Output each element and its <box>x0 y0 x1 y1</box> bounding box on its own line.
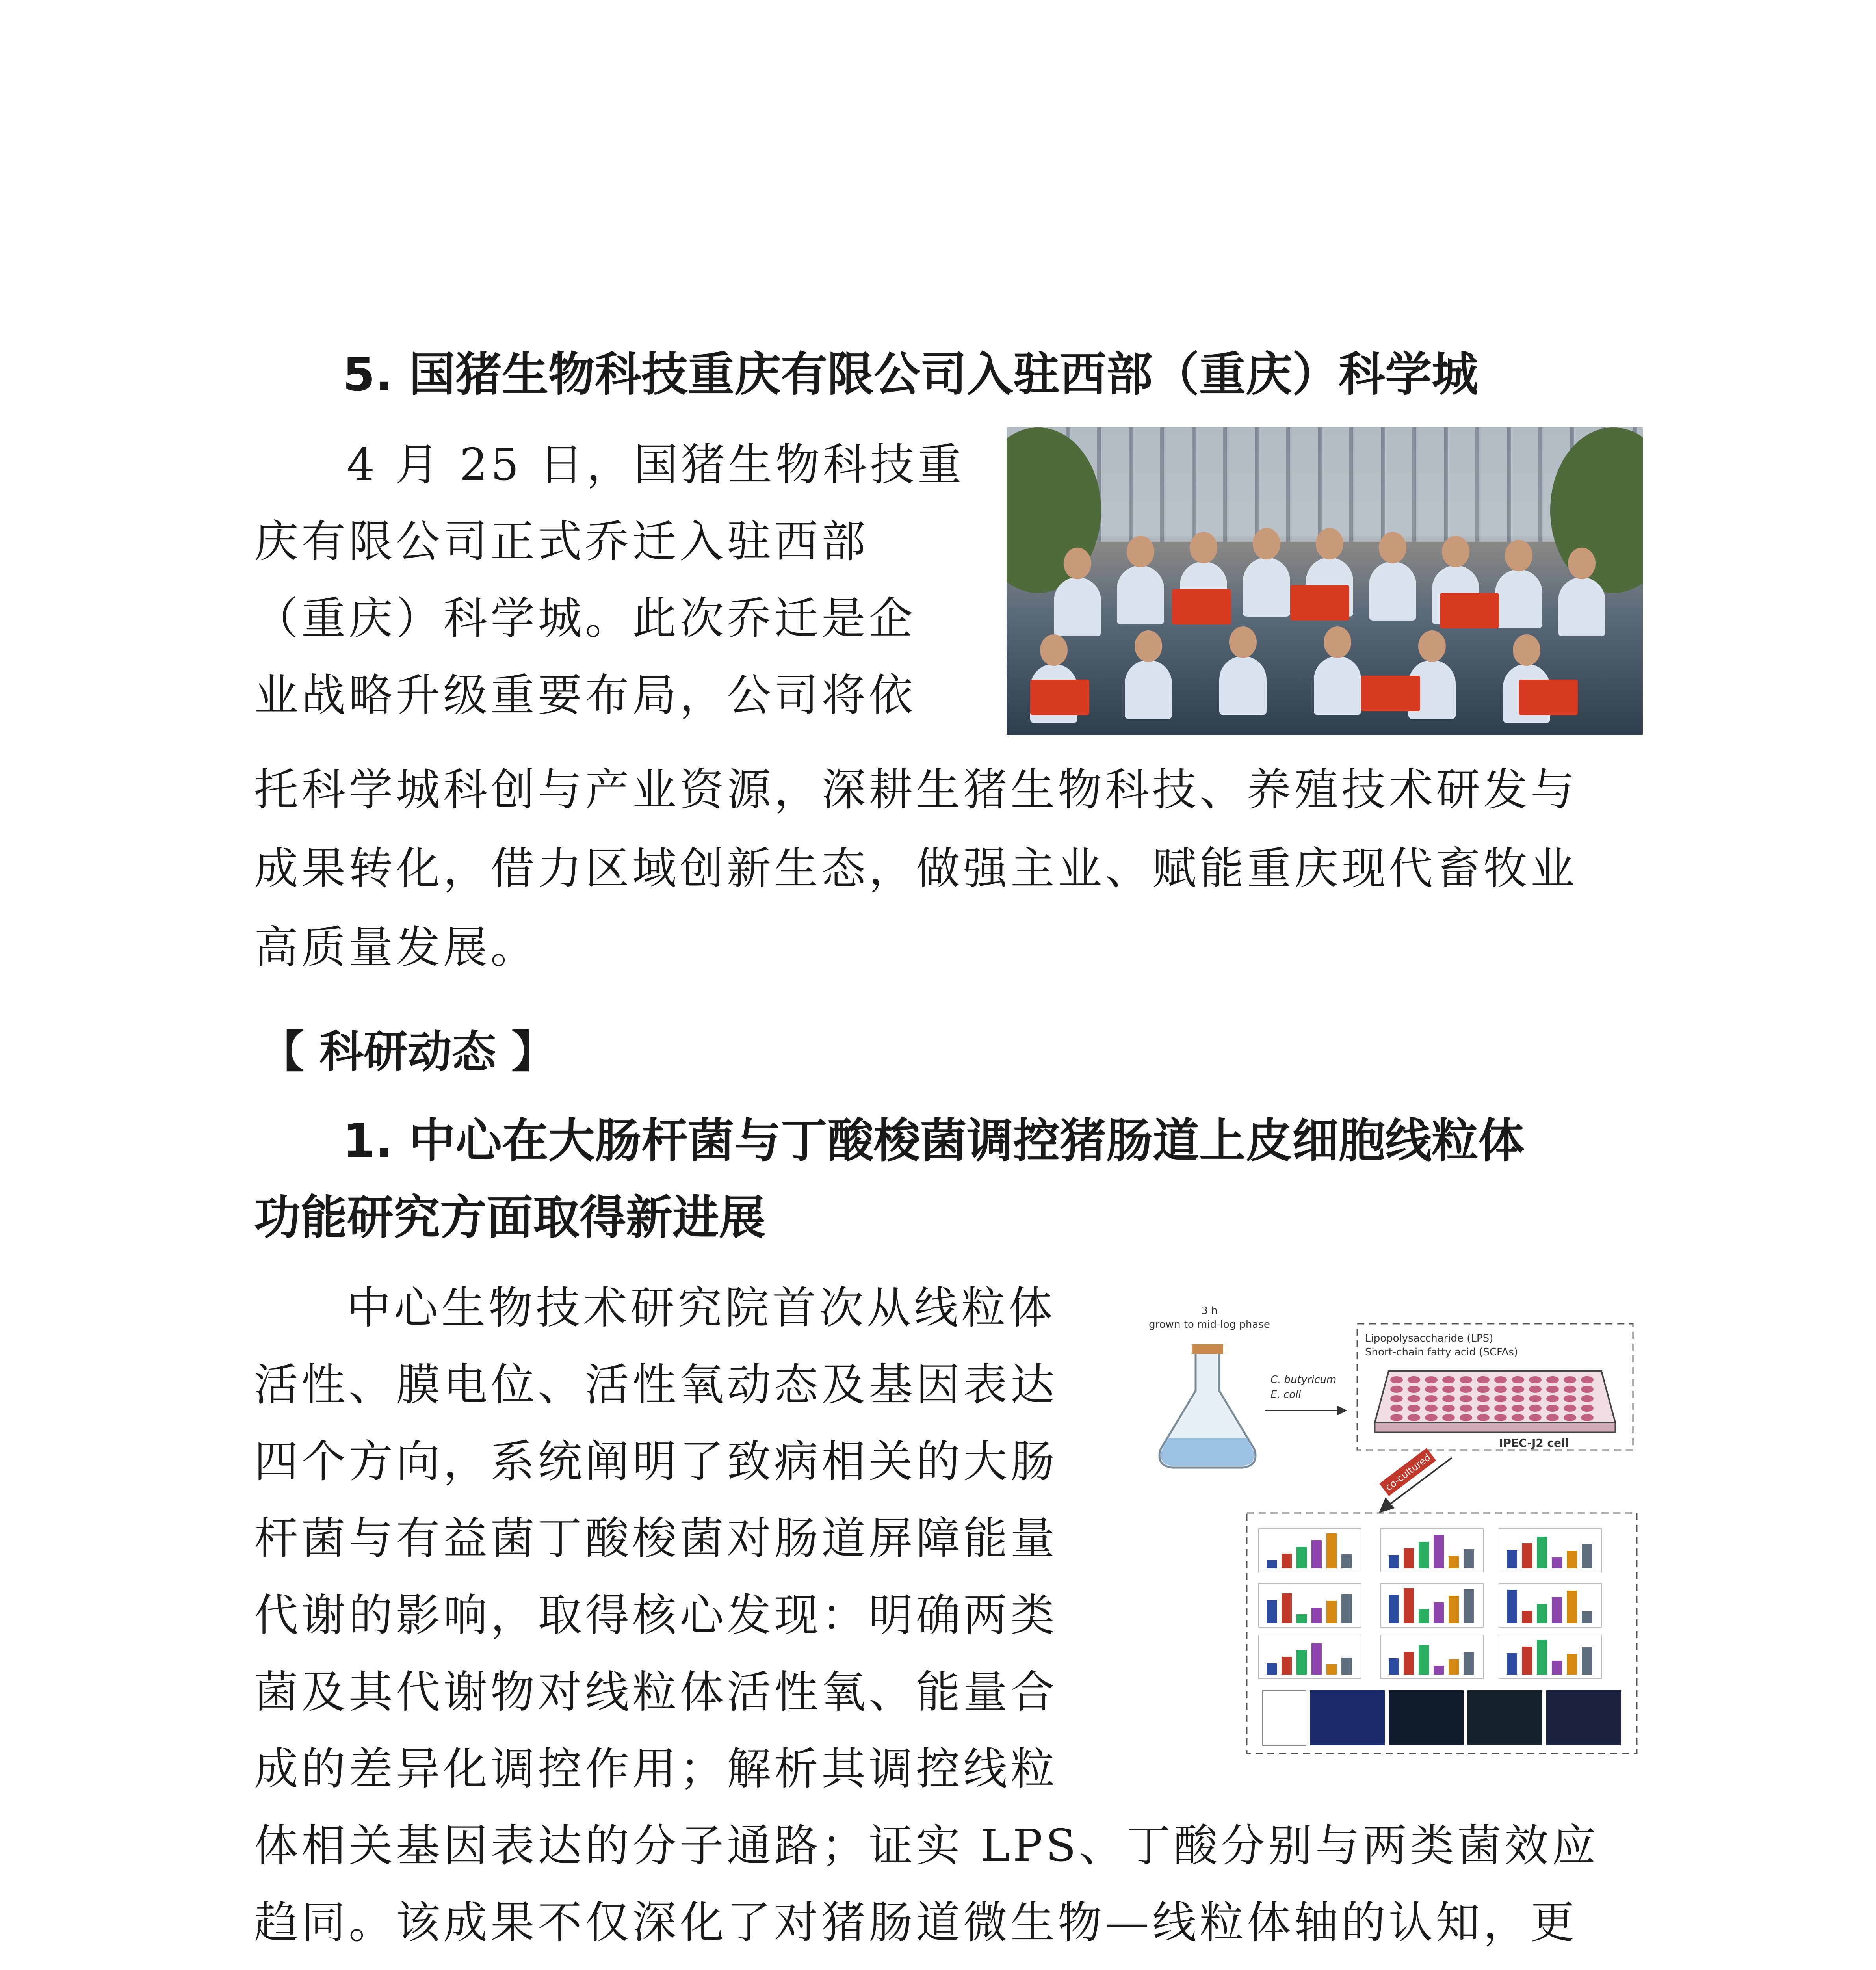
mini-chart-bar <box>1464 1652 1474 1674</box>
mini-chart-bar <box>1341 1594 1352 1623</box>
research-heading: 1. 中心在大肠杆菌与丁酸梭菌调控猪肠道上皮细胞线粒体 <box>343 1113 1525 1168</box>
flask-label-top: 3 h <box>1201 1305 1218 1317</box>
plate-well <box>1581 1405 1594 1412</box>
plate-well <box>1425 1395 1438 1402</box>
news-text-line: 托科学城科创与产业资源，深耕生猪生物科技、养殖技术研发与 <box>254 764 1578 816</box>
plate-well <box>1529 1405 1542 1412</box>
plate-well <box>1408 1376 1420 1383</box>
arrow-label-butyricum: C. butyricum <box>1270 1374 1337 1386</box>
plate-well <box>1460 1376 1472 1383</box>
mini-chart-bar <box>1326 1664 1337 1674</box>
plate-well <box>1529 1386 1542 1393</box>
plate-well <box>1512 1386 1524 1393</box>
news-text-line: 高质量发展。 <box>254 922 538 973</box>
research-text-line: 成的差异化调控作用；解析其调控线粒 <box>254 1743 1058 1795</box>
mini-chart-bar <box>1341 1658 1352 1674</box>
plate-well <box>1529 1395 1542 1402</box>
mini-chart-bar <box>1389 1595 1399 1623</box>
plate-well <box>1442 1395 1455 1402</box>
mini-chart-bar <box>1522 1543 1532 1568</box>
research-text-line: 四个方向，系统阐明了致病相关的大肠 <box>254 1436 1058 1487</box>
plate-well <box>1390 1395 1403 1402</box>
plate-well <box>1442 1376 1455 1383</box>
mini-chart-bar <box>1582 1544 1592 1568</box>
mini-chart-bar <box>1311 1540 1322 1568</box>
plate-well <box>1408 1395 1420 1402</box>
mini-chart-bar <box>1282 1554 1292 1568</box>
plate-well <box>1512 1376 1524 1383</box>
plate-well <box>1564 1386 1576 1393</box>
mini-chart-bar <box>1537 1604 1547 1623</box>
mini-chart-bar <box>1464 1589 1474 1623</box>
mini-chart-bar <box>1552 1661 1562 1674</box>
plate-well <box>1512 1395 1524 1402</box>
plate-well <box>1564 1395 1576 1402</box>
mini-chart-bar <box>1326 1601 1337 1623</box>
process-arrow-head <box>1337 1406 1347 1415</box>
news-text-line: 4 月 25 日，国猪生物科技重 <box>347 439 965 491</box>
research-text-line: 中心生物技术研究院首次从线粒体 <box>347 1282 1056 1334</box>
plate-well <box>1546 1376 1559 1383</box>
plate-well <box>1564 1414 1576 1421</box>
plate-well <box>1494 1395 1507 1402</box>
plate-well <box>1425 1405 1438 1412</box>
box-label-lps: Lipopolysaccharide (LPS) <box>1365 1333 1493 1344</box>
mini-chart-bar <box>1404 1652 1414 1674</box>
mini-chart-bar <box>1404 1588 1414 1623</box>
plate-well <box>1425 1376 1438 1383</box>
mini-chart-bar <box>1582 1611 1592 1623</box>
co-culture-label: co-cultured <box>1383 1451 1433 1493</box>
mini-chart-bar <box>1296 1547 1307 1568</box>
plate-well <box>1460 1405 1472 1412</box>
plate-well <box>1546 1395 1559 1402</box>
mini-chart-bar <box>1464 1549 1474 1568</box>
mini-chart-bar <box>1311 1608 1322 1623</box>
plate-well <box>1477 1414 1490 1421</box>
research-figure <box>1149 1292 1639 1757</box>
plate-well <box>1442 1405 1455 1412</box>
plate-well <box>1512 1405 1524 1412</box>
mini-chart-bar <box>1537 1537 1547 1568</box>
research-text-line: 代谢的影响，取得核心发现：明确两类 <box>254 1590 1058 1641</box>
mini-chart-bar <box>1522 1647 1532 1674</box>
research-text-line: 菌及其代谢物对线粒体活性氧、能量合 <box>254 1667 1058 1718</box>
news-heading: 5. 国猪生物科技重庆有限公司入驻西部（重庆）科学城 <box>343 347 1479 401</box>
mini-chart-bar <box>1419 1609 1429 1623</box>
plate-well <box>1529 1414 1542 1421</box>
mini-chart-bar <box>1507 1590 1517 1623</box>
microscopy-panel <box>1263 1690 1621 1745</box>
plate-well <box>1494 1405 1507 1412</box>
news-text-line: （重庆）科学城。此次乔迁是企 <box>254 593 916 644</box>
plate-well <box>1581 1414 1594 1421</box>
plate-well <box>1477 1386 1490 1393</box>
plate-well <box>1581 1386 1594 1393</box>
plate-well <box>1390 1376 1403 1383</box>
mini-chart-bar <box>1419 1645 1429 1674</box>
mini-chart-bar <box>1389 1555 1399 1568</box>
plate-well <box>1390 1414 1403 1421</box>
mini-chart-bar <box>1567 1654 1577 1674</box>
plate-well <box>1564 1376 1576 1383</box>
mini-chart-bar <box>1267 1600 1277 1623</box>
mini-chart-bar <box>1552 1597 1562 1623</box>
group-photo <box>1007 427 1643 735</box>
mini-chart-bar <box>1404 1548 1414 1568</box>
mini-chart-bar <box>1267 1663 1277 1674</box>
research-heading-cont: 功能研究方面取得新进展 <box>254 1190 766 1245</box>
plate-label: IPEC-J2 cell <box>1499 1437 1569 1450</box>
plate-well <box>1460 1414 1472 1421</box>
plate-well <box>1477 1395 1490 1402</box>
mini-chart-bar <box>1389 1658 1399 1674</box>
mini-chart-bar <box>1552 1557 1562 1568</box>
mini-chart-bar <box>1296 1614 1307 1623</box>
plate-well <box>1546 1386 1559 1393</box>
news-text-line: 庆有限公司正式乔迁入驻西部 <box>254 516 869 567</box>
mini-chart-bar <box>1537 1640 1547 1674</box>
mini-chart-bar <box>1326 1533 1337 1568</box>
plate-well <box>1581 1376 1594 1383</box>
research-text-line <box>254 1966 1578 1970</box>
plate-well <box>1512 1414 1524 1421</box>
research-text-line: 趋同。该成果不仅深化了对猪肠道微生物—线粒体轴的认知，更 <box>254 1897 1578 1948</box>
plate-well <box>1425 1386 1438 1393</box>
plate-well <box>1460 1395 1472 1402</box>
mini-chart-bar <box>1419 1542 1429 1568</box>
plate-well <box>1529 1376 1542 1383</box>
plate-well <box>1408 1386 1420 1393</box>
mini-chart-bar <box>1507 1653 1517 1674</box>
mini-chart-bar <box>1282 1593 1292 1623</box>
mini-chart-bar <box>1449 1659 1459 1674</box>
plate-well <box>1494 1386 1507 1393</box>
plate-well <box>1425 1414 1438 1421</box>
plate-well <box>1564 1405 1576 1412</box>
mini-chart-bar <box>1311 1643 1322 1674</box>
box-label-scfa: Short-chain fatty acid (SCFAs) <box>1365 1346 1518 1358</box>
plate-well <box>1408 1405 1420 1412</box>
mini-chart-bar <box>1522 1611 1532 1623</box>
mini-chart-bar <box>1567 1591 1577 1623</box>
plate-well <box>1546 1414 1559 1421</box>
plate-well <box>1442 1386 1455 1393</box>
co-culture-arrow-head <box>1379 1497 1395 1513</box>
mini-chart-bar <box>1449 1556 1459 1568</box>
mini-chart-bar <box>1267 1560 1277 1568</box>
research-text-line: 体相关基因表达的分子通路；证实 LPS、丁酸分别与两类菌效应 <box>254 1820 1599 1872</box>
flask-icon <box>1159 1344 1256 1468</box>
plate-well <box>1546 1405 1559 1412</box>
mini-chart-bar <box>1567 1551 1577 1568</box>
flask-label-bottom: grown to mid-log phase <box>1149 1319 1270 1331</box>
plate-well <box>1460 1386 1472 1393</box>
mini-chart-bar <box>1449 1596 1459 1623</box>
mini-chart-bar <box>1434 1666 1444 1674</box>
research-text-line: 活性、膜电位、活性氧动态及基因表达 <box>254 1359 1058 1411</box>
mini-chart-bar <box>1282 1657 1292 1674</box>
section-title: 【 科研动态 】 <box>260 1026 555 1078</box>
plate-well <box>1442 1414 1455 1421</box>
news-text-line: 成果转化，借力区域创新生态，做强主业、赋能重庆现代畜牧业 <box>254 843 1578 894</box>
news-text-line: 业战略升级重要布局，公司将依 <box>254 670 916 721</box>
plate-well <box>1408 1414 1420 1421</box>
research-text-line: 杆菌与有益菌丁酸梭菌对肠道屏障能量 <box>254 1513 1058 1564</box>
plate-well <box>1390 1386 1403 1393</box>
plate-well <box>1477 1405 1490 1412</box>
plate-well <box>1390 1405 1403 1412</box>
mini-chart-bar <box>1434 1535 1444 1568</box>
plate-well <box>1494 1376 1507 1383</box>
mini-chart-bar <box>1507 1550 1517 1568</box>
mini-chart-bar <box>1341 1554 1352 1568</box>
plate-well <box>1477 1376 1490 1383</box>
plate-well <box>1581 1395 1594 1402</box>
mini-chart-bar <box>1582 1647 1592 1674</box>
plate-well <box>1494 1414 1507 1421</box>
mini-chart-bar <box>1296 1650 1307 1674</box>
mini-chart-bar <box>1434 1602 1444 1623</box>
arrow-label-ecoli: E. coli <box>1270 1389 1301 1401</box>
